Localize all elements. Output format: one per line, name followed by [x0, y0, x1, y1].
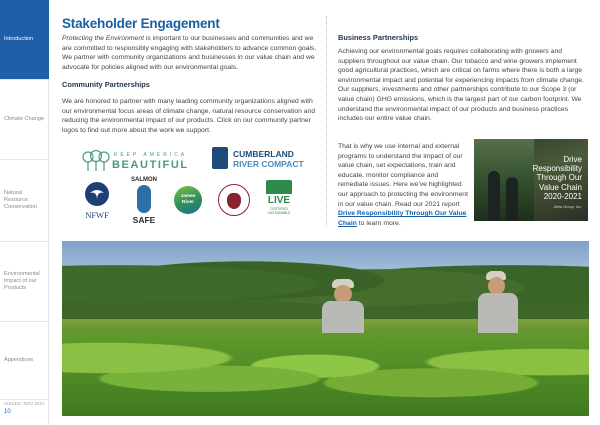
james-river-line2: River	[182, 199, 194, 205]
cover-title-line: Drive	[563, 155, 582, 164]
cumberland-river-compact-logo[interactable]	[212, 146, 304, 172]
cover-person-figure	[506, 177, 518, 221]
live-text: LIVE	[267, 195, 291, 206]
intro-paragraph	[62, 34, 320, 72]
cover-title	[533, 155, 582, 201]
sidebar-item-appendices[interactable]	[0, 322, 49, 400]
column-divider	[326, 16, 327, 226]
business-partnerships-text: Achieving our environmental goals requires collaborating with growers and suppliers throughout our value chain. Our tobacco and wine growers implement good agricultural practices, which are critical on farms where there is both a large environmental impact and potential for experiencing impacts from climate change. Our suppliers, investments and other partnerships contribute to our Scope 3 (or value chain) GHG emissions, which is the largest part of our carbon footprint. We understand the environmental impact of our products and business practices includes our entire value chain.	[338, 48, 584, 123]
live-sub-line1: CERTIFIED	[270, 207, 288, 211]
report-cover-thumbnail[interactable]	[474, 139, 588, 221]
cover-subtitle: Altria Group, Inc.	[553, 205, 582, 209]
intro-text: is important to our businesses and communities and we are committed to responsibly engaging with stakeholders to advance common goals. We partner with community organizations and businesses in our value chain and we advocate for policies aligned with our environmental goals.	[62, 35, 317, 71]
live-certified-sustainable-logo[interactable]	[266, 180, 292, 220]
salmon-fish-icon	[137, 185, 151, 213]
james-river-text	[174, 194, 202, 205]
drive-responsibility-link[interactable]: Drive Responsibility Through Our Value Chain	[338, 210, 467, 227]
james-river-association-logo[interactable]	[174, 186, 202, 214]
sidebar-item-label: Introduction	[4, 36, 34, 42]
cover-photo	[474, 139, 534, 221]
issued-date: ISSUED: NOV 2021	[4, 401, 45, 406]
sidebar-item-climate-change[interactable]	[0, 80, 49, 160]
nfwf-text: NFWF	[85, 210, 109, 220]
tree-icon	[82, 150, 110, 172]
intro-italic: Protecting the Environment	[62, 35, 144, 42]
cover-title-line: Value Chain	[539, 182, 582, 192]
live-sub-line2: SUSTAINABLE	[267, 211, 291, 215]
vineyard-partner-logo[interactable]	[216, 184, 252, 218]
cover-title-line: Responsibility	[532, 164, 582, 174]
photo-field-near	[62, 333, 589, 416]
sidebar-item-natural-resource-conservation[interactable]	[0, 160, 49, 242]
community-partnerships-heading: Community Partnerships	[62, 80, 150, 89]
cumberland-line2: RIVER COMPACT	[233, 159, 304, 169]
safe-text: SAFE	[132, 215, 156, 225]
sidebar-item-environmental-impact[interactable]	[0, 242, 49, 322]
business-partnerships-heading: Business Partnerships	[338, 33, 419, 42]
page-footer	[4, 401, 48, 415]
nfwf-logo[interactable]	[82, 182, 112, 228]
eagle-emblem-icon	[85, 182, 109, 206]
page-number: 10	[4, 409, 11, 415]
cumberland-text	[233, 149, 304, 169]
sidebar-nav	[0, 0, 49, 425]
live-subtext	[266, 207, 292, 215]
business-partnerships-text-2	[338, 142, 470, 228]
cover-years: 2020-2021	[543, 191, 582, 201]
sidebar-item-label: Environmental Impact of our Products	[4, 271, 40, 291]
beautiful-text: BEAUTIFUL	[112, 159, 189, 171]
page-title: Stakeholder Engagement	[62, 16, 220, 31]
keep-america-text: KEEP AMERICA	[114, 152, 188, 158]
sidebar-item-label: Appendices	[4, 357, 34, 363]
sidebar-item-introduction[interactable]	[0, 0, 49, 80]
james-river-line1: James	[180, 194, 196, 199]
value-chain-text: That is why we use internal and external programs to understand the impact of our value chain, set expectations, train and educate, monitor compliance and remediate issues. Here we've highlighted our approach to protecting the environment in our value chain. Read our 2021 report	[338, 143, 468, 208]
tobacco-field-photo	[62, 241, 589, 416]
cover-person-figure	[488, 171, 500, 221]
cover-title-line: Through Our	[536, 173, 582, 183]
cumberland-line1: CUMBERLAND	[233, 149, 294, 159]
grape-bunch-icon	[227, 193, 241, 209]
community-partnerships-text: We are honored to partner with many leading community organizations aligned with our environmental focus areas of climate change, natural resource conservation and reducing the environmental impact of our products. Click on our community partner logos to find out more about the work we support.	[62, 98, 316, 134]
salmon-safe-logo[interactable]	[129, 177, 159, 229]
salmon-text: SALMON	[131, 177, 157, 183]
river-shield-icon	[212, 147, 228, 169]
sidebar-item-label: Climate Change	[4, 116, 45, 122]
learn-more-text: to learn more.	[356, 219, 401, 227]
keep-america-beautiful-logo[interactable]	[82, 150, 204, 172]
sidebar-item-label: Natural Resource Conservation	[4, 190, 37, 210]
hills-icon	[266, 180, 292, 194]
